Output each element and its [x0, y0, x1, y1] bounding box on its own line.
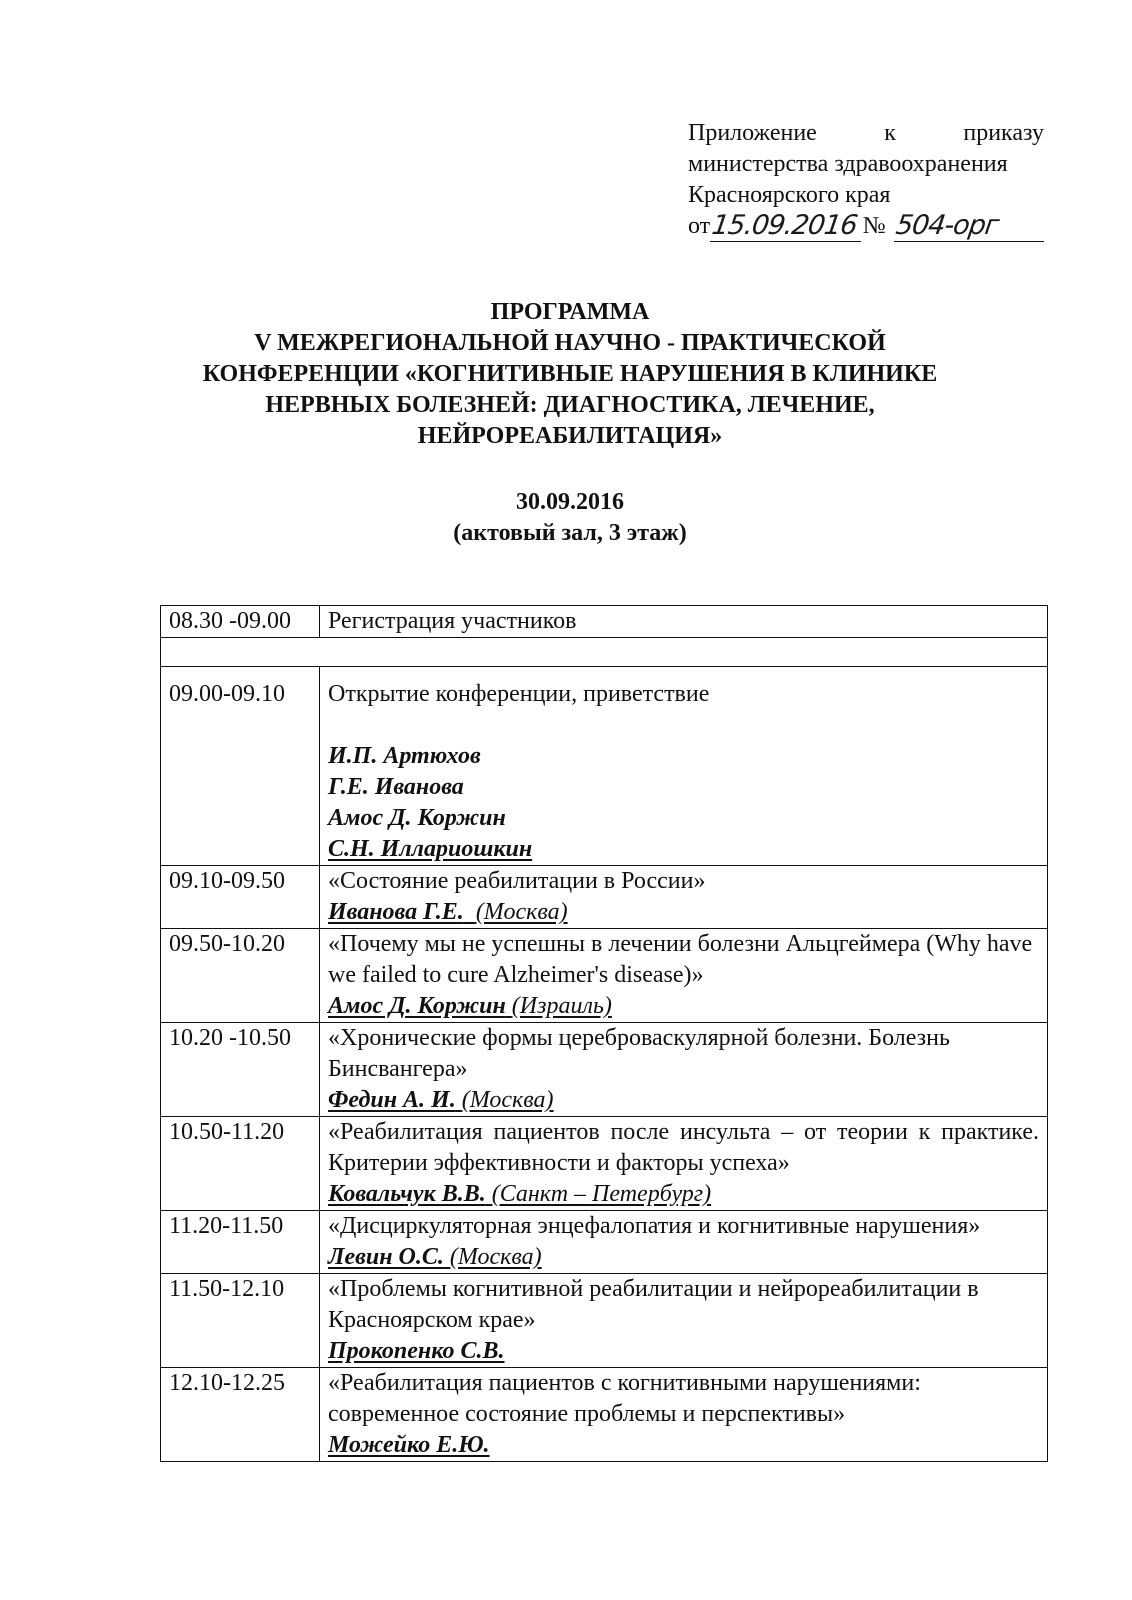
table-row [161, 606, 1048, 638]
speaker-name: И.П. Артюхов [328, 743, 481, 769]
speaker-name: Амос Д. Коржин [328, 805, 506, 831]
table-row [161, 929, 1048, 1023]
appendix-word-appendix: Приложение [688, 120, 817, 146]
speaker-name: Иванова Г.Е. [328, 899, 464, 925]
appendix-line-3: Красноярского края [688, 182, 891, 208]
order-number-handwritten: 504-орг [894, 212, 1044, 242]
session-title: Регистрация участников [328, 608, 577, 634]
event-date-block [120, 487, 1020, 549]
speaker-name: Левин О.С. [328, 1244, 444, 1270]
appendix-word-to: к [884, 120, 896, 146]
session-content [320, 667, 1048, 866]
session-time: 09.50-10.20 [161, 929, 320, 1023]
speaker-name: Г.Е. Иванова [328, 774, 464, 800]
title-line-5: НЕЙРОРЕАБИЛИТАЦИЯ» [417, 423, 723, 449]
session-title: «Почему мы не успешны в лечении болезни Альцгеймера (Why have we failed to cure Alzheimer's disease)» [328, 931, 1033, 988]
number-sign: № [862, 213, 886, 239]
table-row [161, 1023, 1048, 1117]
session-time: 09.00-09.10 [161, 667, 320, 866]
speaker-city: (Санкт – Петербург) [491, 1181, 712, 1207]
speaker-line [328, 1179, 1039, 1210]
session-time: 09.10-09.50 [161, 866, 320, 929]
session-content [320, 1023, 1048, 1117]
appendix-word-order: приказу [963, 120, 1044, 146]
order-line [688, 211, 1044, 242]
document-title [120, 297, 1020, 452]
speaker-line [328, 1242, 1039, 1273]
speaker-city: (Москва) [449, 1244, 542, 1270]
speaker-line [328, 1085, 1039, 1116]
session-title: «Реабилитация пациентов после инсульта – от теории к практике. Критерии эффективности и факторы успеха» [328, 1119, 1039, 1176]
speaker-line [328, 1430, 1039, 1461]
session-content [320, 1117, 1048, 1211]
speaker-line [328, 897, 1039, 928]
session-time: 12.10-12.25 [161, 1368, 320, 1462]
session-title: «Хронические формы цереброваскулярной болезни. Болезнь Бинсвангера» [328, 1025, 950, 1082]
session-title: «Проблемы когнитивной реабилитации и нейрореабилитации в Красноярском крае» [328, 1276, 979, 1333]
session-content [320, 866, 1048, 929]
table-row [161, 667, 1048, 866]
table-row [161, 866, 1048, 929]
order-prefix: от [688, 213, 711, 239]
title-line-2: V МЕЖРЕГИОНАЛЬНОЙ НАУЧНО - ПРАКТИЧЕСКОЙ [254, 330, 886, 356]
session-content [320, 1274, 1048, 1368]
speaker-city: (Москва) [475, 899, 568, 925]
session-content [320, 606, 1048, 638]
title-line-1: ПРОГРАММА [490, 299, 650, 325]
appendix-line-2: министерства здравоохранения [688, 151, 1008, 177]
session-title: Открытие конференции, приветствие [328, 681, 710, 707]
appendix-block [688, 118, 1044, 242]
session-title: «Дисциркуляторная энцефалопатия и когнитивные нарушения» [328, 1213, 981, 1239]
speaker-city: (Москва) [461, 1087, 554, 1113]
table-spacer-row [161, 638, 1048, 667]
speaker-line [328, 1336, 1039, 1367]
order-date-handwritten: 15.09.2016 [710, 210, 860, 241]
session-content [320, 1211, 1048, 1274]
speaker-name: Можейко Е.Ю. [328, 1432, 490, 1458]
table-row [161, 1211, 1048, 1274]
speaker-name: Прокопенко С.В. [328, 1338, 505, 1364]
session-time: 08.30 -09.00 [161, 606, 320, 638]
speaker-name: Ковальчук В.В. [328, 1181, 486, 1207]
session-content [320, 1368, 1048, 1462]
session-title: «Состояние реабилитации в России» [328, 868, 706, 894]
speaker-name: С.Н. Иллариошкин [328, 836, 533, 862]
event-date: 30.09.2016 [516, 489, 624, 515]
appendix-line-1 [688, 118, 1044, 149]
event-venue: (актовый зал, 3 этаж) [453, 520, 687, 546]
speaker-line [328, 991, 1039, 1022]
table-row [161, 1117, 1048, 1211]
session-time: 11.50-12.10 [161, 1274, 320, 1368]
speaker-name: Федин А. И. [328, 1087, 456, 1113]
table-row [161, 1368, 1048, 1462]
session-title: «Реабилитация пациентов с когнитивными нарушениями: современное состояние проблемы и перспективы» [328, 1370, 921, 1427]
table-row [161, 1274, 1048, 1368]
title-line-4: НЕРВНЫХ БОЛЕЗНЕЙ: ДИАГНОСТИКА, ЛЕЧЕНИЕ, [265, 392, 875, 418]
session-content [320, 929, 1048, 1023]
session-time: 11.20-11.50 [161, 1211, 320, 1274]
session-time: 10.20 -10.50 [161, 1023, 320, 1117]
speaker-name: Амос Д. Коржин [328, 993, 506, 1019]
title-line-3: КОНФЕРЕНЦИИ «КОГНИТИВНЫЕ НАРУШЕНИЯ В КЛИНИКЕ [202, 361, 938, 387]
speaker-city: (Израиль) [511, 993, 612, 1019]
session-time: 10.50-11.20 [161, 1117, 320, 1211]
program-table [160, 605, 1048, 1462]
